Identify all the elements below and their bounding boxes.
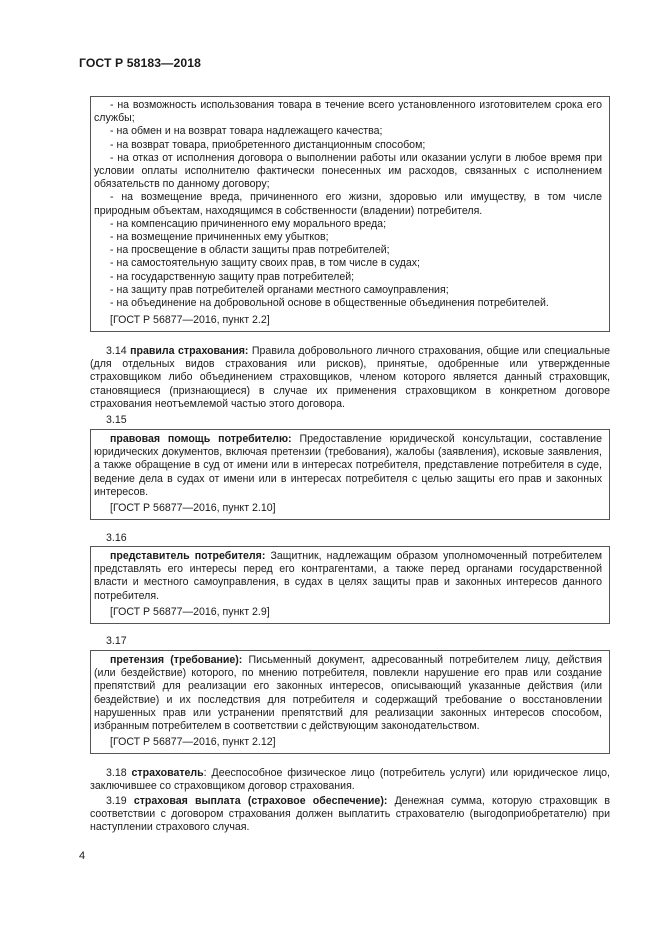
definition-text: Письменный документ, адресованный потребителем лицу, действия (или бездействие) которого, по мнению потребителя, повлекли нарушение его прав или создание препятствий для реализации его законных интересов, описывающий указанные действия (или бездействие) и их последствия для потребителя и содержащий требование о восстановлении нарушенных прав или устранении препятствий для реализации законных интересов способом, избранным потребителем в соответствии с действующим законодательством. xyxy=(94,654,602,733)
document-header: ГОСТ Р 58183—2018 xyxy=(79,56,201,70)
list-item: - на просвещение в области защиты прав потребителей; xyxy=(110,244,390,257)
source-reference: [ГОСТ Р 56877—2016, пункт 2.10] xyxy=(110,502,276,515)
term-label: правовая помощь потребителю: xyxy=(110,433,292,445)
list-item: - на отказ от исполнения договора о выполнении работы или оказании услуги в любое время при условии оплаты исполнителю фактически понесенных им расходов, связанных с исполнением обязательств по данному договору; xyxy=(94,151,602,191)
definition-box-continued xyxy=(90,96,610,332)
list-item: - на обмен и на возврат товара надлежащего качества; xyxy=(110,125,383,138)
list-item: - на возврат товара, приобретенного дистанционным способом; xyxy=(110,138,426,151)
definition-text: : Дееспособное физическое лицо (потребитель услуги) или юридическое лицо, заключившее со страховщиком договор страхования. xyxy=(90,767,610,793)
term-label: представитель потребителя: xyxy=(110,550,266,562)
definition-3-19 xyxy=(90,795,610,835)
definition-text: Защитник, надлежащим образом уполномоченный потребителем представлять его интересы перед его контрагентами, а также перед органами государственной власти и местного самоуправления, в судах в целях защиты прав и законных интересов данного потребителя. xyxy=(94,550,602,602)
definition-text: Денежная сумма, которую страховщик в соответствии с договором страхования должен выплатить страхователю (выгодоприобретателю) при наступлении страхового случая. xyxy=(90,795,610,834)
list-item: - на объединение на добровольной основе в общественные объединения потребителей. xyxy=(110,297,549,310)
source-reference: [ГОСТ Р 56877—2016, пункт 2.12] xyxy=(110,736,276,749)
list-item: - на компенсацию причиненного ему морального вреда; xyxy=(110,217,387,230)
section-number: 3.18 xyxy=(106,767,127,779)
definition-box-3-16 xyxy=(90,546,610,624)
section-number: 3.15 xyxy=(106,414,127,426)
list-item: - на самостоятельную защиту своих прав, в том числе в судах; xyxy=(110,257,420,270)
list-item: - на государственную защиту прав потребителей; xyxy=(110,270,355,283)
page-number: 4 xyxy=(79,850,86,862)
list-item: - на защиту прав потребителей органами местного самоуправления; xyxy=(110,283,449,296)
term-label: страхователь xyxy=(131,767,204,779)
section-number: 3.16 xyxy=(106,532,127,544)
definition-3-14 xyxy=(90,345,610,411)
section-number: 3.17 xyxy=(106,635,127,647)
list-item: - на возможность использования товара в течение всего установленного изготовителем срока его службы; xyxy=(94,99,602,125)
definition-text: Правила добровольного личного страхования, общие или специальные (для отдельных видов страхования или рисков), принятые, одобренные или утвержденные страховщиком либо объединением страховщиков, членом которого является данный страховщик, становящиеся (признающиеся) в случае их применения страховщиком в конкретном договоре страхования неотъемлемой частью этого договора. xyxy=(90,345,610,410)
section-number: 3.14 xyxy=(106,345,127,357)
list-item: - на возмещение причиненных ему убытков; xyxy=(110,231,329,244)
source-reference: [ГОСТ Р 56877—2016, пункт 2.9] xyxy=(110,605,270,618)
term-label: правила страхования: xyxy=(130,345,249,357)
definition-box-3-17 xyxy=(90,650,610,754)
section-number: 3.19 xyxy=(106,795,127,807)
term-label: претензия (требование): xyxy=(110,654,243,666)
list-item: - на возмещение вреда, причиненного его жизни, здоровью или имуществу, в том числе природным объектам, находящимся в собственности (владении) потребителя. xyxy=(94,191,602,217)
definition-3-18 xyxy=(90,767,610,793)
term-label: страховая выплата (страховое обеспечение): xyxy=(133,795,388,807)
definition-text: Предоставление юридической консультации, составление юридических документов, включая претензии (требования), жалобы (заявления), исковые заявления, а также обращение в суд от имени или в интересах потребителя, представление потребителя в суде, ведение дела в судах от имени или в интересах потребителя с целью защиты его прав и законных интересов. xyxy=(94,433,602,498)
source-reference: [ГОСТ Р 56877—2016, пункт 2.2] xyxy=(110,314,270,327)
definition-box-3-15 xyxy=(90,429,610,520)
